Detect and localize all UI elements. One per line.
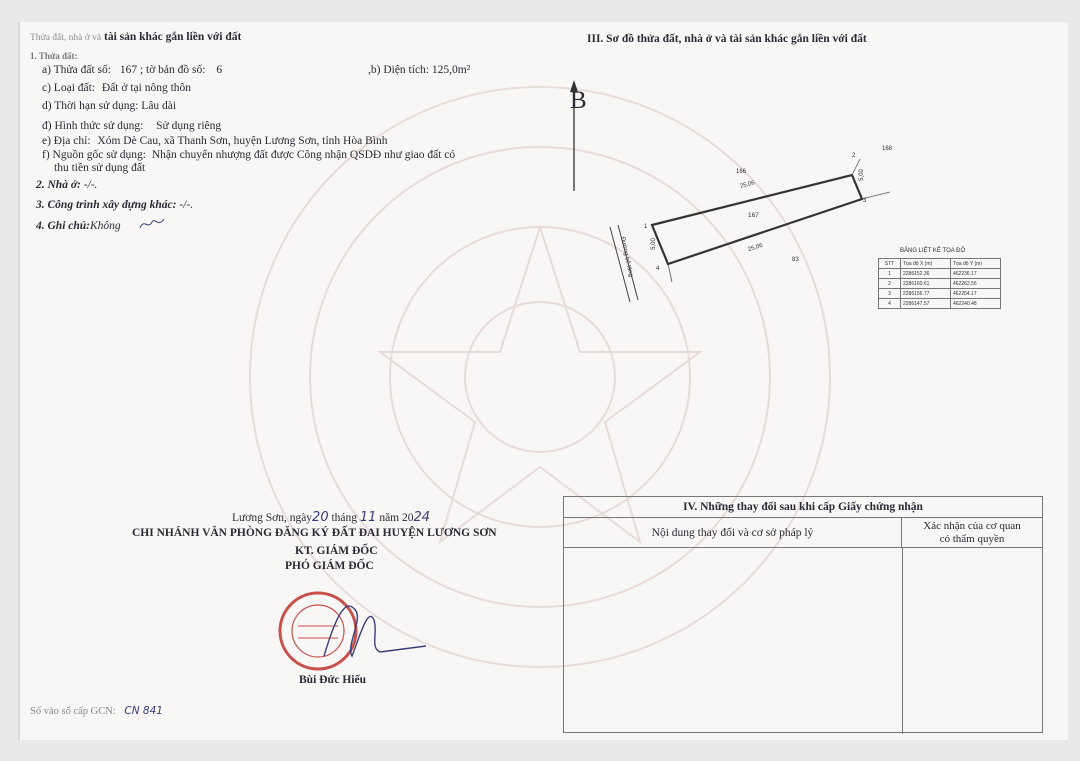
diagram-header: III. Sơ đồ thửa đất, nhà ở và tài sản khác gắn liền với đất [587, 33, 867, 45]
coord-stt: 3 [879, 289, 901, 299]
house-line [36, 179, 97, 191]
coords-header-x: Tọa độ X (m) [901, 259, 951, 269]
section-label: 1. Thửa đất: [30, 51, 78, 61]
origin-value-2: thu tiền sử dụng đất [54, 162, 146, 174]
origin-value: Nhận chuyển nhượng đất được Công nhận QSDĐ như giao đất có [151, 149, 456, 161]
left-header [30, 31, 241, 43]
parcel-line [42, 64, 222, 76]
parcel-diagram [560, 77, 893, 307]
changes-col-content: Nội dung thay đổi và cơ sở pháp lý [564, 518, 902, 548]
address-label: e) Địa chỉ: [42, 135, 91, 147]
register-label: Số vào sổ cấp GCN: [30, 706, 116, 717]
changes-col-confirm [902, 518, 1042, 548]
neighbor-top-label: 166 [736, 169, 747, 175]
coords-title: BẢNG LIỆT KÊ TỌA ĐỘ [900, 248, 966, 254]
changes-table [563, 496, 1043, 733]
header-title: tài sản khác gắn liền với đất [103, 31, 242, 43]
coords-header-row [879, 259, 1001, 269]
note-label: 4. Ghi chú: [36, 220, 90, 232]
neighbor-bottom-label: 83 [792, 257, 799, 263]
register-line [30, 705, 163, 717]
edge-top-length: 25,06 [739, 180, 756, 190]
place-date-prefix: Lương Sơn, ngày [232, 512, 313, 524]
signer-name: Bùi Đức Hiếu [299, 674, 366, 686]
coords-table [878, 258, 1001, 309]
use-form-label: đ) Hình thức sử dụng: [42, 120, 144, 132]
works-label: 3. Công trình xây dựng khác: [36, 199, 177, 211]
origin-label: f) Nguồn gốc sử dụng: [42, 149, 146, 161]
signed-month: 11 [359, 510, 377, 525]
coords-header-y: Tọa độ Y (m) [951, 259, 1001, 269]
table-row [879, 269, 1001, 279]
origin-line [42, 149, 455, 161]
parcel-label: a) Thửa đất số: [42, 64, 111, 76]
area-label: ,b) Diện tích: [368, 64, 429, 76]
coord-x: 2286152.36 [901, 269, 951, 279]
coord-y: 462264.17 [951, 289, 1001, 299]
header-faded-text: Thửa đất, nhà ở và [30, 33, 102, 43]
term-line: d) Thời hạn sử dụng: Lâu dài [42, 100, 177, 112]
point-4: 4 [656, 266, 660, 272]
kt-director: KT. GIÁM ĐỐC [295, 545, 378, 557]
signed-day: 20 [312, 510, 329, 525]
land-type-line [42, 82, 191, 94]
north-letter: B [570, 87, 587, 114]
note-value: Không [90, 220, 121, 232]
use-form-value: Sử dụng riêng [156, 120, 222, 132]
map-sheet-value: 6 [216, 64, 223, 76]
changes-col-confirm-line1: Xác nhận của cơ quan [923, 520, 1021, 532]
note-line [36, 220, 121, 232]
table-row [879, 299, 1001, 309]
table-row [879, 279, 1001, 289]
use-form-line [42, 120, 221, 132]
certificate-page [18, 22, 1068, 740]
signature-stroke [324, 606, 426, 656]
coords-header-stt: STT [879, 259, 901, 269]
coord-y: 462240.48 [951, 299, 1001, 309]
parcel-value: 167 ; tờ bản đồ số: [119, 64, 206, 76]
neighbor-right-label: 168 [882, 146, 893, 152]
point-2: 2 [852, 153, 856, 159]
area-value: 125,0m² [431, 64, 471, 76]
year-label: năm 20 [379, 512, 414, 524]
address-line [42, 135, 387, 147]
address-value: Xóm Dè Cau, xã Thanh Sơn, huyện Lương Sơn, tỉnh Hòa Bình [97, 135, 388, 147]
point-1: 1 [644, 224, 648, 230]
coord-stt: 2 [879, 279, 901, 289]
land-type-value: Đất ở tại nông thôn [101, 82, 192, 94]
coord-x: 2286147.57 [901, 299, 951, 309]
signed-year: 24 [413, 510, 431, 525]
works-value: -/-. [179, 199, 194, 211]
coord-y: 462262.56 [951, 279, 1001, 289]
month-label: tháng [331, 512, 358, 524]
official-stamp [276, 586, 436, 676]
changes-title: IV. Những thay đổi sau khi cấp Giấy chứng nhận [564, 497, 1042, 518]
place-date-line [232, 510, 430, 525]
works-line [36, 199, 193, 211]
office-name: CHI NHÁNH VĂN PHÒNG ĐĂNG KÝ ĐẤT ĐAI HUYỆN LƯƠNG SƠN [132, 527, 497, 539]
parcel-number-label: 167 [748, 212, 759, 219]
coord-stt: 1 [879, 269, 901, 279]
changes-divider [902, 548, 903, 734]
point-3: 3 [863, 198, 867, 204]
register-value: CN 841 [124, 705, 163, 717]
house-value: -/-. [83, 179, 98, 191]
house-label: 2. Nhà ở: [36, 179, 81, 191]
coord-stt: 4 [879, 299, 901, 309]
road-label: Đường bê tông [619, 236, 634, 278]
edge-left-length: 5,00 [650, 238, 657, 250]
changes-col-confirm-line2: có thẩm quyền [939, 533, 1005, 545]
edge-right-length: 5,00 [858, 169, 865, 181]
area-line [368, 64, 470, 76]
coord-y: 462236.17 [951, 269, 1001, 279]
coord-x: 2286156.77 [901, 289, 951, 299]
edge-bottom-length: 25,06 [747, 242, 764, 254]
coord-x: 2286160.61 [901, 279, 951, 289]
deputy-director: PHÓ GIÁM ĐỐC [285, 560, 374, 572]
note-handwriting-mark [138, 216, 166, 232]
table-row [879, 289, 1001, 299]
land-type-label: c) Loại đất: [42, 82, 96, 94]
neighbor-line-3 [668, 264, 672, 282]
